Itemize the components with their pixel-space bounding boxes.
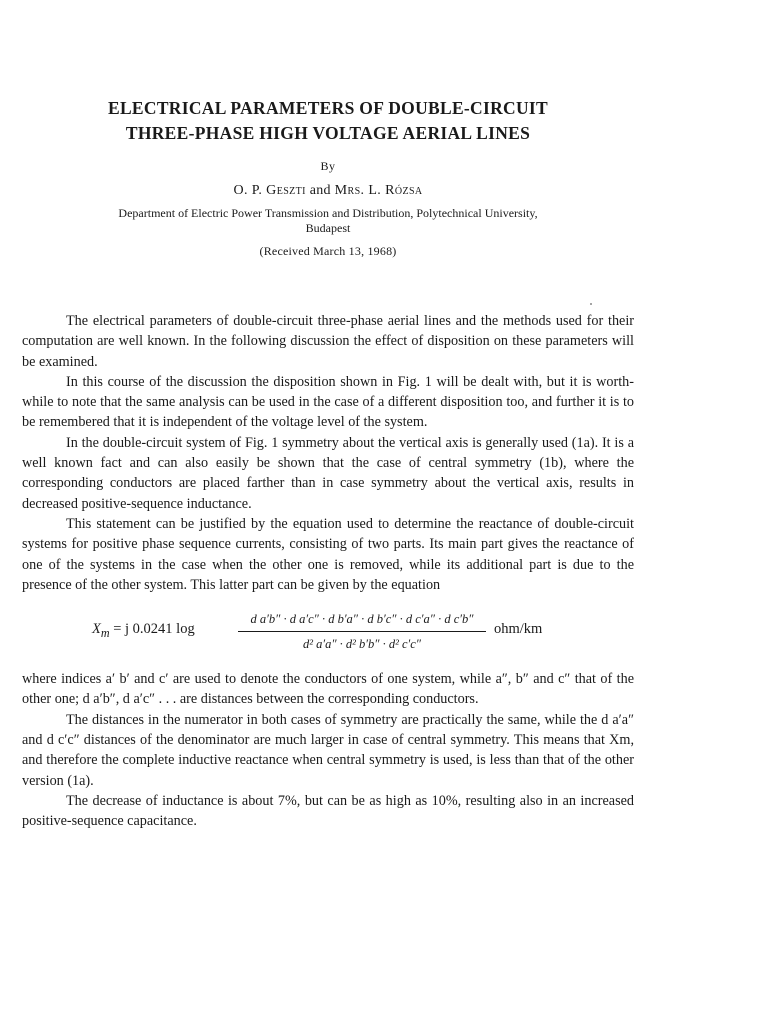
paragraph-3: In the double-circuit system of Fig. 1 symmetry about the vertical axis is generally used (1a). It is a well known fact and can also easily be shown that the case of central symmetry (1b), where the corresponding conductors are placed farther than in case symmetry about the vertical axis, results in decreased positive-sequence inductance. [22, 434, 634, 512]
paragraph-5: where indices a′ b′ and c′ are used to denote the conductors of one system, while a″, b″ and c″ that of the other one; d a′b″, d a′c″ . . . are distances between the corresponding conductors. [22, 671, 634, 708]
equation-denominator: d² a′a″ · d² b′b″ · d² c′c″ [302, 637, 422, 652]
equation-numerator: d a′b″ · d a′c″ · d b′a″ · d b′c″ · d c′a″ · d c′b″ [238, 609, 486, 632]
author-1: O. P. Geszti [233, 183, 306, 198]
equation-lhs [92, 619, 195, 643]
equation-sub: m [100, 626, 110, 641]
received-date: (Received March 13, 1968) [259, 244, 397, 258]
paragraph-2: In this course of the discussion the disposition shown in Fig. 1 will be dealt with, but it is worth-while to note that the same analysis can be used in the case of a different disposition too, and further it is to be remembered that it is independent of the voltage level of the system. [22, 373, 634, 431]
equation-unit: ohm/km [494, 621, 543, 638]
paragraph-4: This statement can be justified by the equation used to determine the reactance of double-circuit systems for positive phase sequence currents, consisting of two parts. Its main part gives the reactance of one of the systems in the case when the other one is removed, while its additional part is due to the presence of the other system. This latter part can be given by the equation [22, 515, 634, 593]
title-line-2: THREE-PHASE HIGH VOLTAGE AERIAL LINES [125, 123, 531, 143]
scan-speck [590, 303, 592, 305]
paragraph-1: The electrical parameters of double-circuit three-phase aerial lines and the methods used for their computation are well known. In the following discussion the effect of disposition on these parameters will be examined. [22, 313, 634, 370]
affiliation [22, 206, 634, 236]
paragraph-6: The distances in the numerator in both cases of symmetry are practically the same, while the d a′a″ and d c′c″ distances of the denominator are much larger in case of central symmetry. This means that Xm, and therefore the complete inductive reactance when central symmetry is used, is less than that of the other version (1a). [22, 711, 634, 789]
author-2: Mrs. L. Rózsa [334, 183, 423, 198]
authors [22, 183, 634, 199]
equation-lhs-rest: = j 0.0241 log [109, 621, 195, 638]
body-text [22, 311, 634, 832]
paragraph-7: The decrease of inductance is about 7%, but can be as high as 10%, resulting also in an increased positive-sequence capacitance. [22, 792, 634, 830]
author-and: and [309, 183, 331, 198]
paper-page [22, 96, 634, 832]
title-line-1: ELECTRICAL PARAMETERS OF DOUBLE-CIRCUIT [107, 98, 549, 118]
paper-title [22, 96, 634, 146]
by-line: By [320, 159, 336, 173]
reactance-equation [22, 609, 634, 657]
equation-fraction [238, 609, 486, 655]
affiliation-line-1: Department of Electric Power Transmission and Distribution, Polytechnical University, [118, 206, 538, 220]
equation-var: X [92, 621, 101, 638]
affiliation-line-2: Budapest [305, 221, 351, 235]
